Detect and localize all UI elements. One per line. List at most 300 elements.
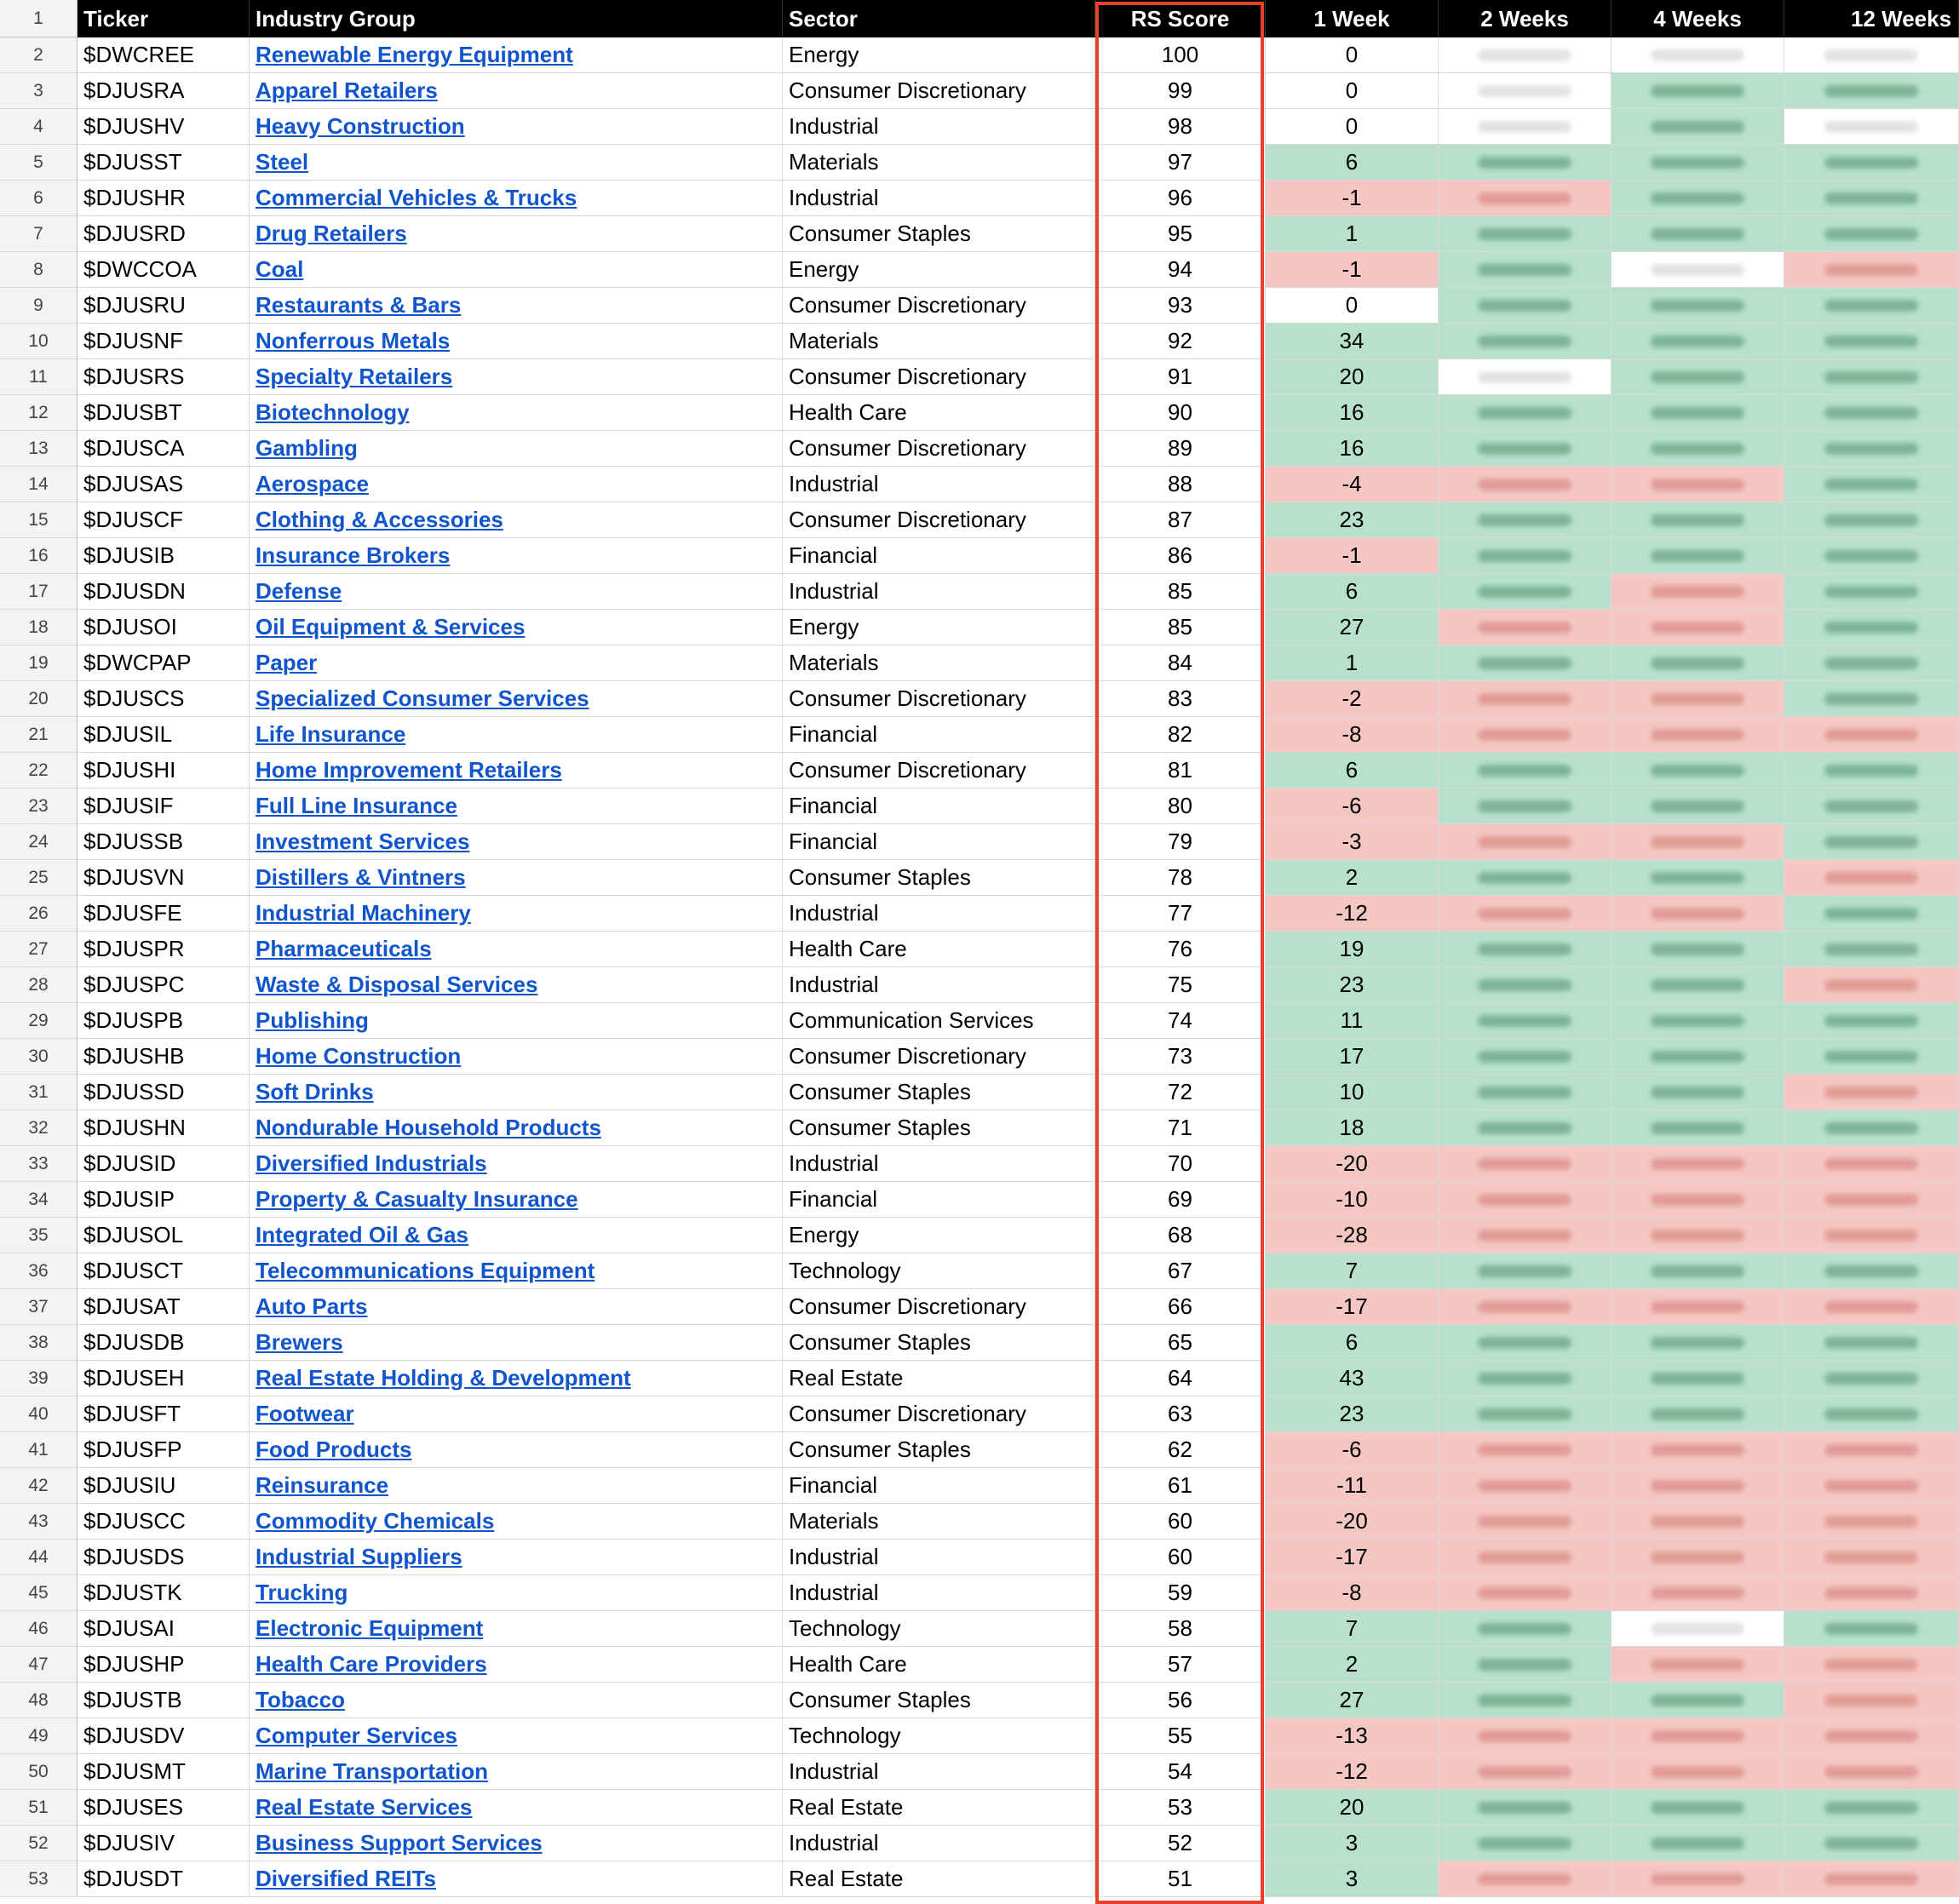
ticker-cell[interactable]: $DJUSEH — [78, 1361, 250, 1396]
ticker-cell[interactable]: $DWCPAP — [78, 645, 250, 681]
row-number[interactable]: 4 — [0, 109, 78, 145]
week-1-cell[interactable]: 23 — [1266, 967, 1439, 1003]
ticker-cell[interactable]: $DJUSES — [78, 1790, 250, 1826]
week-2-cell[interactable] — [1439, 1861, 1611, 1897]
sector-cell[interactable]: Financial — [783, 824, 1095, 860]
week-2-cell[interactable] — [1439, 252, 1611, 288]
row-number[interactable]: 5 — [0, 145, 78, 181]
rs-score-cell[interactable]: 84 — [1095, 645, 1266, 681]
ticker-cell[interactable]: $DJUSRS — [78, 359, 250, 395]
week-1-cell[interactable]: 3 — [1266, 1861, 1439, 1897]
week-1-cell[interactable]: 20 — [1266, 359, 1439, 395]
ticker-cell[interactable]: $DJUSRD — [78, 216, 250, 252]
sector-cell[interactable]: Communication Services — [783, 1003, 1095, 1039]
ticker-cell[interactable]: $DJUSIU — [78, 1468, 250, 1504]
ticker-cell[interactable]: $DJUSHN — [78, 1110, 250, 1146]
week-4-cell[interactable] — [1611, 109, 1784, 145]
rs-score-cell[interactable]: 60 — [1095, 1504, 1266, 1540]
industry-group-link[interactable]: Integrated Oil & Gas — [256, 1222, 468, 1247]
week-2-cell[interactable] — [1439, 681, 1611, 717]
industry-group-link[interactable]: Brewers — [256, 1329, 343, 1355]
rs-score-cell[interactable]: 69 — [1095, 1182, 1266, 1218]
ticker-cell[interactable]: $DJUSHV — [78, 109, 250, 145]
industry-group-link[interactable]: Footwear — [256, 1401, 354, 1426]
week-1-cell[interactable]: -12 — [1266, 896, 1439, 932]
week-4-cell[interactable] — [1611, 1504, 1784, 1540]
industry-group-link[interactable]: Life Insurance — [256, 721, 406, 747]
industry-group-cell[interactable] — [250, 1039, 783, 1075]
week-4-cell[interactable] — [1611, 610, 1784, 645]
rs-score-cell[interactable]: 51 — [1095, 1861, 1266, 1897]
industry-group-link[interactable]: Commodity Chemicals — [256, 1508, 495, 1534]
week-4-cell[interactable] — [1611, 753, 1784, 789]
week-4-cell[interactable] — [1611, 1432, 1784, 1468]
rs-score-cell[interactable]: 78 — [1095, 860, 1266, 896]
week-1-cell[interactable]: 27 — [1266, 1683, 1439, 1718]
week-2-cell[interactable] — [1439, 1432, 1611, 1468]
row-number[interactable]: 15 — [0, 502, 78, 538]
week-2-cell[interactable] — [1439, 1647, 1611, 1683]
industry-group-cell[interactable] — [250, 109, 783, 145]
week-1-cell[interactable]: 19 — [1266, 932, 1439, 967]
week-1-cell[interactable]: -20 — [1266, 1504, 1439, 1540]
ticker-cell[interactable]: $DJUSPC — [78, 967, 250, 1003]
industry-group-link[interactable]: Tobacco — [256, 1687, 345, 1712]
row-number[interactable]: 23 — [0, 789, 78, 824]
row-number[interactable]: 11 — [0, 359, 78, 395]
week-12-cell[interactable] — [1784, 145, 1959, 181]
rs-score-cell[interactable]: 85 — [1095, 610, 1266, 645]
rs-score-cell[interactable]: 79 — [1095, 824, 1266, 860]
ticker-cell[interactable]: $DJUSSB — [78, 824, 250, 860]
sector-cell[interactable]: Consumer Discretionary — [783, 1289, 1095, 1325]
industry-group-cell[interactable] — [250, 1396, 783, 1432]
week-1-cell[interactable]: 1 — [1266, 216, 1439, 252]
header-12-weeks[interactable]: 12 Weeks — [1784, 0, 1959, 37]
week-1-cell[interactable]: 2 — [1266, 860, 1439, 896]
rs-score-cell[interactable]: 81 — [1095, 753, 1266, 789]
rs-score-cell[interactable]: 91 — [1095, 359, 1266, 395]
week-1-cell[interactable]: -20 — [1266, 1146, 1439, 1182]
week-2-cell[interactable] — [1439, 1718, 1611, 1754]
sector-cell[interactable]: Consumer Staples — [783, 216, 1095, 252]
row-number[interactable]: 37 — [0, 1289, 78, 1325]
sector-cell[interactable]: Real Estate — [783, 1790, 1095, 1826]
ticker-cell[interactable]: $DJUSST — [78, 145, 250, 181]
sector-cell[interactable]: Health Care — [783, 1647, 1095, 1683]
week-4-cell[interactable] — [1611, 1718, 1784, 1754]
industry-group-cell[interactable] — [250, 717, 783, 753]
sector-cell[interactable]: Consumer Discretionary — [783, 73, 1095, 109]
week-12-cell[interactable] — [1784, 359, 1959, 395]
industry-group-cell[interactable] — [250, 1504, 783, 1540]
week-2-cell[interactable] — [1439, 181, 1611, 216]
week-12-cell[interactable] — [1784, 324, 1959, 359]
sector-cell[interactable]: Industrial — [783, 109, 1095, 145]
week-2-cell[interactable] — [1439, 395, 1611, 431]
industry-group-link[interactable]: Aerospace — [256, 471, 369, 496]
industry-group-cell[interactable] — [250, 753, 783, 789]
sector-cell[interactable]: Materials — [783, 645, 1095, 681]
rs-score-cell[interactable]: 74 — [1095, 1003, 1266, 1039]
row-number[interactable]: 38 — [0, 1325, 78, 1361]
row-number[interactable]: 27 — [0, 932, 78, 967]
week-1-cell[interactable]: 18 — [1266, 1110, 1439, 1146]
week-12-cell[interactable] — [1784, 1647, 1959, 1683]
ticker-cell[interactable]: $DJUSMT — [78, 1754, 250, 1790]
industry-group-link[interactable]: Specialized Consumer Services — [256, 685, 589, 711]
industry-group-link[interactable]: Oil Equipment & Services — [256, 614, 526, 639]
row-number[interactable]: 35 — [0, 1218, 78, 1253]
week-2-cell[interactable] — [1439, 967, 1611, 1003]
week-12-cell[interactable] — [1784, 1611, 1959, 1647]
industry-group-cell[interactable] — [250, 145, 783, 181]
week-1-cell[interactable]: 3 — [1266, 1826, 1439, 1861]
week-12-cell[interactable] — [1784, 1790, 1959, 1826]
week-4-cell[interactable] — [1611, 502, 1784, 538]
industry-group-link[interactable]: Full Line Insurance — [256, 793, 457, 818]
week-2-cell[interactable] — [1439, 1754, 1611, 1790]
ticker-cell[interactable]: $DJUSDN — [78, 574, 250, 610]
industry-group-cell[interactable] — [250, 932, 783, 967]
week-2-cell[interactable] — [1439, 610, 1611, 645]
industry-group-cell[interactable] — [250, 1861, 783, 1897]
week-12-cell[interactable] — [1784, 824, 1959, 860]
row-number[interactable]: 30 — [0, 1039, 78, 1075]
week-1-cell[interactable]: -6 — [1266, 1432, 1439, 1468]
row-number[interactable]: 26 — [0, 896, 78, 932]
sector-cell[interactable]: Consumer Staples — [783, 860, 1095, 896]
week-2-cell[interactable] — [1439, 288, 1611, 324]
week-1-cell[interactable]: 20 — [1266, 1790, 1439, 1826]
week-4-cell[interactable] — [1611, 216, 1784, 252]
week-2-cell[interactable] — [1439, 1683, 1611, 1718]
row-number[interactable]: 8 — [0, 252, 78, 288]
industry-group-cell[interactable] — [250, 1683, 783, 1718]
week-2-cell[interactable] — [1439, 1468, 1611, 1504]
industry-group-link[interactable]: Food Products — [256, 1437, 412, 1462]
week-1-cell[interactable]: 6 — [1266, 574, 1439, 610]
industry-group-cell[interactable] — [250, 1540, 783, 1575]
rs-score-cell[interactable]: 72 — [1095, 1075, 1266, 1110]
row-number[interactable]: 20 — [0, 681, 78, 717]
row-number[interactable]: 3 — [0, 73, 78, 109]
sector-cell[interactable]: Industrial — [783, 467, 1095, 502]
week-4-cell[interactable] — [1611, 73, 1784, 109]
row-number[interactable]: 29 — [0, 1003, 78, 1039]
ticker-cell[interactable]: $DJUSSD — [78, 1075, 250, 1110]
week-2-cell[interactable] — [1439, 502, 1611, 538]
week-12-cell[interactable] — [1784, 1468, 1959, 1504]
week-2-cell[interactable] — [1439, 109, 1611, 145]
industry-group-link[interactable]: Real Estate Services — [256, 1794, 473, 1820]
week-1-cell[interactable]: 7 — [1266, 1611, 1439, 1647]
week-12-cell[interactable] — [1784, 1075, 1959, 1110]
week-12-cell[interactable] — [1784, 574, 1959, 610]
week-4-cell[interactable] — [1611, 1253, 1784, 1289]
week-2-cell[interactable] — [1439, 860, 1611, 896]
week-2-cell[interactable] — [1439, 1253, 1611, 1289]
industry-group-link[interactable]: Waste & Disposal Services — [256, 972, 538, 997]
industry-group-link[interactable]: Investment Services — [256, 829, 470, 854]
week-2-cell[interactable] — [1439, 1361, 1611, 1396]
week-12-cell[interactable] — [1784, 967, 1959, 1003]
industry-group-link[interactable]: Nondurable Household Products — [256, 1115, 601, 1140]
week-12-cell[interactable] — [1784, 1253, 1959, 1289]
rs-score-cell[interactable]: 100 — [1095, 37, 1266, 73]
sector-cell[interactable]: Materials — [783, 324, 1095, 359]
week-4-cell[interactable] — [1611, 1826, 1784, 1861]
row-number[interactable]: 40 — [0, 1396, 78, 1432]
row-number[interactable]: 2 — [0, 37, 78, 73]
week-12-cell[interactable] — [1784, 252, 1959, 288]
industry-group-cell[interactable] — [250, 252, 783, 288]
week-4-cell[interactable] — [1611, 431, 1784, 467]
week-2-cell[interactable] — [1439, 538, 1611, 574]
week-1-cell[interactable]: -17 — [1266, 1289, 1439, 1325]
rs-score-cell[interactable]: 60 — [1095, 1540, 1266, 1575]
week-2-cell[interactable] — [1439, 574, 1611, 610]
week-4-cell[interactable] — [1611, 1218, 1784, 1253]
industry-group-cell[interactable] — [250, 789, 783, 824]
week-12-cell[interactable] — [1784, 37, 1959, 73]
rs-score-cell[interactable]: 88 — [1095, 467, 1266, 502]
sector-cell[interactable]: Industrial — [783, 1146, 1095, 1182]
week-12-cell[interactable] — [1784, 502, 1959, 538]
week-12-cell[interactable] — [1784, 1861, 1959, 1897]
week-2-cell[interactable] — [1439, 717, 1611, 753]
ticker-cell[interactable]: $DJUSFT — [78, 1396, 250, 1432]
week-2-cell[interactable] — [1439, 467, 1611, 502]
ticker-cell[interactable]: $DJUSAI — [78, 1611, 250, 1647]
sector-cell[interactable]: Industrial — [783, 1540, 1095, 1575]
sector-cell[interactable]: Technology — [783, 1611, 1095, 1647]
industry-group-cell[interactable] — [250, 37, 783, 73]
sector-cell[interactable]: Industrial — [783, 967, 1095, 1003]
sector-cell[interactable]: Consumer Discretionary — [783, 288, 1095, 324]
sector-cell[interactable]: Consumer Discretionary — [783, 681, 1095, 717]
week-1-cell[interactable]: -1 — [1266, 181, 1439, 216]
week-1-cell[interactable]: -8 — [1266, 717, 1439, 753]
row-number[interactable]: 47 — [0, 1647, 78, 1683]
sector-cell[interactable]: Health Care — [783, 395, 1095, 431]
industry-group-cell[interactable] — [250, 1647, 783, 1683]
row-number[interactable]: 50 — [0, 1754, 78, 1790]
row-number[interactable]: 6 — [0, 181, 78, 216]
industry-group-link[interactable]: Coal — [256, 256, 304, 282]
week-4-cell[interactable] — [1611, 967, 1784, 1003]
rs-score-cell[interactable]: 67 — [1095, 1253, 1266, 1289]
week-12-cell[interactable] — [1784, 1504, 1959, 1540]
week-1-cell[interactable]: -2 — [1266, 681, 1439, 717]
week-12-cell[interactable] — [1784, 1683, 1959, 1718]
rs-score-cell[interactable]: 62 — [1095, 1432, 1266, 1468]
sector-cell[interactable]: Financial — [783, 538, 1095, 574]
sector-cell[interactable]: Industrial — [783, 1826, 1095, 1861]
week-4-cell[interactable] — [1611, 1039, 1784, 1075]
row-number[interactable]: 51 — [0, 1790, 78, 1826]
rs-score-cell[interactable]: 89 — [1095, 431, 1266, 467]
sector-cell[interactable]: Consumer Discretionary — [783, 1039, 1095, 1075]
industry-group-link[interactable]: Restaurants & Bars — [256, 292, 462, 318]
week-4-cell[interactable] — [1611, 574, 1784, 610]
week-1-cell[interactable]: -8 — [1266, 1575, 1439, 1611]
industry-group-cell[interactable] — [250, 467, 783, 502]
week-4-cell[interactable] — [1611, 1861, 1784, 1897]
sector-cell[interactable]: Industrial — [783, 574, 1095, 610]
week-1-cell[interactable]: 6 — [1266, 753, 1439, 789]
week-4-cell[interactable] — [1611, 1540, 1784, 1575]
week-2-cell[interactable] — [1439, 324, 1611, 359]
week-4-cell[interactable] — [1611, 1110, 1784, 1146]
week-12-cell[interactable] — [1784, 681, 1959, 717]
rs-score-cell[interactable]: 92 — [1095, 324, 1266, 359]
rs-score-cell[interactable]: 93 — [1095, 288, 1266, 324]
week-4-cell[interactable] — [1611, 1325, 1784, 1361]
industry-group-cell[interactable] — [250, 1575, 783, 1611]
industry-group-cell[interactable] — [250, 681, 783, 717]
week-12-cell[interactable] — [1784, 896, 1959, 932]
ticker-cell[interactable]: $DJUSDS — [78, 1540, 250, 1575]
ticker-cell[interactable]: $DJUSCA — [78, 431, 250, 467]
sector-cell[interactable]: Consumer Discretionary — [783, 502, 1095, 538]
ticker-cell[interactable]: $DJUSHB — [78, 1039, 250, 1075]
industry-group-link[interactable]: Diversified REITs — [256, 1866, 436, 1891]
industry-group-link[interactable]: Diversified Industrials — [256, 1150, 487, 1176]
week-4-cell[interactable] — [1611, 860, 1784, 896]
industry-group-link[interactable]: Electronic Equipment — [256, 1615, 484, 1641]
row-number[interactable]: 49 — [0, 1718, 78, 1754]
industry-group-cell[interactable] — [250, 324, 783, 359]
sector-cell[interactable]: Energy — [783, 610, 1095, 645]
row-number[interactable]: 22 — [0, 753, 78, 789]
week-1-cell[interactable]: 0 — [1266, 288, 1439, 324]
rs-score-cell[interactable]: 75 — [1095, 967, 1266, 1003]
industry-group-cell[interactable] — [250, 1790, 783, 1826]
industry-group-cell[interactable] — [250, 1075, 783, 1110]
week-12-cell[interactable] — [1784, 431, 1959, 467]
week-4-cell[interactable] — [1611, 145, 1784, 181]
sector-cell[interactable]: Consumer Discretionary — [783, 359, 1095, 395]
rs-score-cell[interactable]: 83 — [1095, 681, 1266, 717]
week-2-cell[interactable] — [1439, 431, 1611, 467]
ticker-cell[interactable]: $DJUSIV — [78, 1826, 250, 1861]
week-12-cell[interactable] — [1784, 1432, 1959, 1468]
rs-score-cell[interactable]: 98 — [1095, 109, 1266, 145]
ticker-cell[interactable]: $DJUSHP — [78, 1647, 250, 1683]
rs-score-cell[interactable]: 65 — [1095, 1325, 1266, 1361]
week-4-cell[interactable] — [1611, 1683, 1784, 1718]
industry-group-cell[interactable] — [250, 645, 783, 681]
row-number[interactable]: 39 — [0, 1361, 78, 1396]
industry-group-link[interactable]: Biotechnology — [256, 399, 410, 425]
industry-group-cell[interactable] — [250, 1325, 783, 1361]
industry-group-cell[interactable] — [250, 1754, 783, 1790]
week-4-cell[interactable] — [1611, 824, 1784, 860]
industry-group-cell[interactable] — [250, 896, 783, 932]
row-number[interactable]: 9 — [0, 288, 78, 324]
industry-group-link[interactable]: Specialty Retailers — [256, 364, 453, 389]
week-4-cell[interactable] — [1611, 896, 1784, 932]
week-2-cell[interactable] — [1439, 896, 1611, 932]
week-12-cell[interactable] — [1784, 1718, 1959, 1754]
week-2-cell[interactable] — [1439, 645, 1611, 681]
rs-score-cell[interactable]: 56 — [1095, 1683, 1266, 1718]
week-1-cell[interactable]: 16 — [1266, 431, 1439, 467]
ticker-cell[interactable]: $DJUSID — [78, 1146, 250, 1182]
industry-group-link[interactable]: Soft Drinks — [256, 1079, 374, 1104]
industry-group-cell[interactable] — [250, 216, 783, 252]
rs-score-cell[interactable]: 55 — [1095, 1718, 1266, 1754]
week-1-cell[interactable]: 43 — [1266, 1361, 1439, 1396]
industry-group-cell[interactable] — [250, 1361, 783, 1396]
week-1-cell[interactable]: 0 — [1266, 109, 1439, 145]
industry-group-cell[interactable] — [250, 1003, 783, 1039]
industry-group-link[interactable]: Heavy Construction — [256, 113, 465, 139]
row-number[interactable]: 53 — [0, 1861, 78, 1897]
industry-group-link[interactable]: Industrial Suppliers — [256, 1544, 462, 1569]
week-12-cell[interactable] — [1784, 467, 1959, 502]
ticker-cell[interactable]: $DJUSCC — [78, 1504, 250, 1540]
week-12-cell[interactable] — [1784, 1540, 1959, 1575]
week-2-cell[interactable] — [1439, 73, 1611, 109]
sector-cell[interactable]: Energy — [783, 1218, 1095, 1253]
week-4-cell[interactable] — [1611, 288, 1784, 324]
week-2-cell[interactable] — [1439, 1146, 1611, 1182]
ticker-cell[interactable]: $DJUSDV — [78, 1718, 250, 1754]
week-2-cell[interactable] — [1439, 753, 1611, 789]
industry-group-link[interactable]: Health Care Providers — [256, 1651, 487, 1677]
sector-cell[interactable]: Industrial — [783, 181, 1095, 216]
rs-score-cell[interactable]: 86 — [1095, 538, 1266, 574]
row-number[interactable]: 25 — [0, 860, 78, 896]
sector-cell[interactable]: Consumer Discretionary — [783, 1396, 1095, 1432]
week-4-cell[interactable] — [1611, 1468, 1784, 1504]
row-number[interactable]: 46 — [0, 1611, 78, 1647]
ticker-cell[interactable]: $DJUSIL — [78, 717, 250, 753]
week-1-cell[interactable]: -6 — [1266, 789, 1439, 824]
week-4-cell[interactable] — [1611, 1611, 1784, 1647]
week-4-cell[interactable] — [1611, 1396, 1784, 1432]
week-1-cell[interactable]: -1 — [1266, 538, 1439, 574]
sector-cell[interactable]: Industrial — [783, 1754, 1095, 1790]
week-4-cell[interactable] — [1611, 359, 1784, 395]
week-1-cell[interactable]: -1 — [1266, 252, 1439, 288]
sector-cell[interactable]: Consumer Discretionary — [783, 753, 1095, 789]
industry-group-link[interactable]: Clothing & Accessories — [256, 507, 503, 532]
week-12-cell[interactable] — [1784, 1182, 1959, 1218]
week-1-cell[interactable]: -28 — [1266, 1218, 1439, 1253]
rs-score-cell[interactable]: 57 — [1095, 1647, 1266, 1683]
rs-score-cell[interactable]: 77 — [1095, 896, 1266, 932]
industry-group-cell[interactable] — [250, 1289, 783, 1325]
ticker-cell[interactable]: $DJUSHI — [78, 753, 250, 789]
rs-score-cell[interactable]: 94 — [1095, 252, 1266, 288]
week-12-cell[interactable] — [1784, 645, 1959, 681]
industry-group-link[interactable]: Nonferrous Metals — [256, 328, 451, 353]
ticker-cell[interactable]: $DJUSOI — [78, 610, 250, 645]
industry-group-link[interactable]: Pharmaceuticals — [256, 936, 432, 961]
industry-group-link[interactable]: Auto Parts — [256, 1293, 368, 1319]
industry-group-cell[interactable] — [250, 1432, 783, 1468]
rs-score-cell[interactable]: 76 — [1095, 932, 1266, 967]
week-2-cell[interactable] — [1439, 824, 1611, 860]
week-2-cell[interactable] — [1439, 1182, 1611, 1218]
week-12-cell[interactable] — [1784, 538, 1959, 574]
week-12-cell[interactable] — [1784, 1325, 1959, 1361]
week-4-cell[interactable] — [1611, 324, 1784, 359]
week-12-cell[interactable] — [1784, 1754, 1959, 1790]
